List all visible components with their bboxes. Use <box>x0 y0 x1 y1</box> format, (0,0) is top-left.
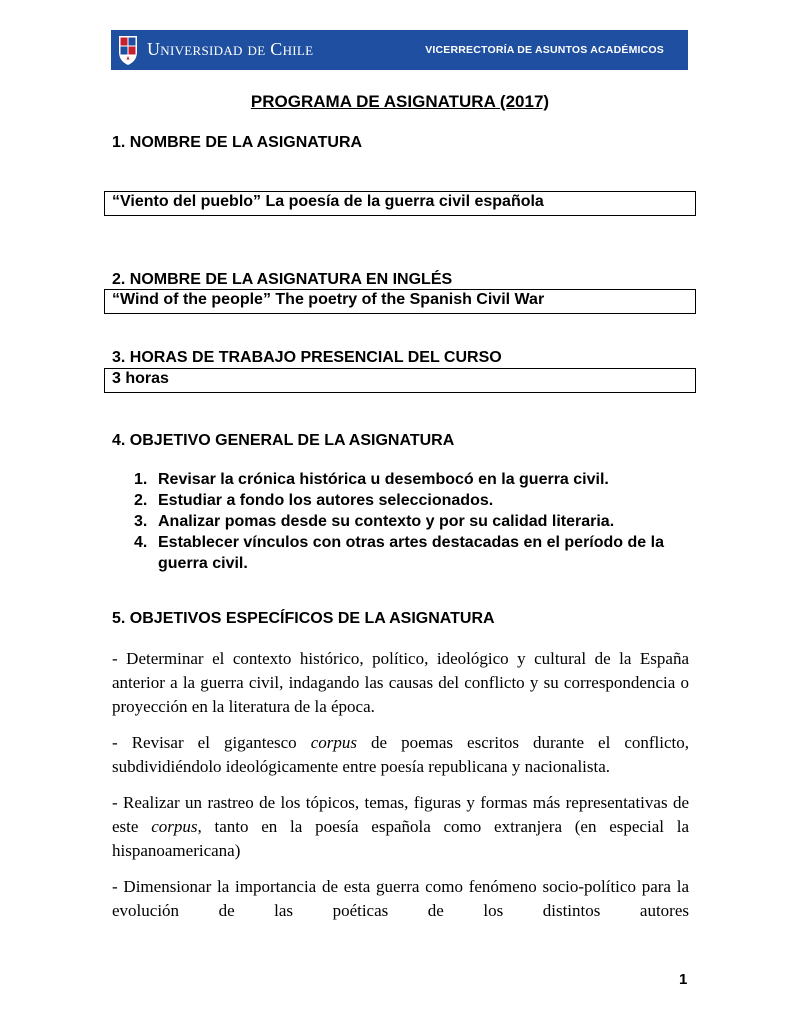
list-item-number: 4. <box>134 534 148 551</box>
list-item <box>134 511 694 532</box>
list-item-text: Analizar pomas desde su contexto y por su calidad literaria. <box>158 513 615 530</box>
list-item <box>134 532 694 574</box>
page-number: 1 <box>679 971 688 988</box>
list-item-number: 1. <box>134 471 148 488</box>
section1-heading: 1. NOMBRE DE LA ASIGNATURA <box>112 134 363 151</box>
list-item <box>134 490 694 511</box>
list-item-number: 3. <box>134 513 148 530</box>
list-item-number: 2. <box>134 492 148 509</box>
university-crest-icon <box>117 34 139 66</box>
specific-objective-3: - Realizar un rastreo de los tópicos, temas, figuras y formas más representativas de este corpus, tanto en la poesía española como extranjera (en especial la hispanoamericana) <box>112 793 689 860</box>
general-objectives-list <box>134 469 694 574</box>
specific-objective-4: - Dimensionar la importancia de esta guerra como fenómeno socio-político para la evolución de las poéticas de los distintos autores <box>112 877 689 920</box>
specific-objective-2: - Revisar el gigantesco corpus de poemas escritos durante el conflicto, subdividiéndolo ideológicamente entre poesía republicana y nacionalista. <box>112 733 690 776</box>
section2-heading: 2. NOMBRE DE LA ASIGNATURA EN INGLÉS <box>112 271 453 288</box>
section3-value-box: 3 horas <box>104 368 696 393</box>
university-name: Universidad de Chile <box>147 39 314 59</box>
header-banner <box>111 30 688 70</box>
specific-objective-1: - Determinar el contexto histórico, político, ideológico y cultural de la España anterior a la guerra civil, indagando las causas del conflicto y su correspondencia o proyección en la literatura de la época. <box>112 649 689 716</box>
page-title: PROGRAMA DE ASIGNATURA (2017) <box>250 92 550 111</box>
section4-heading: 4. OBJETIVO GENERAL DE LA ASIGNATURA <box>112 432 455 449</box>
list-item-text: Establecer vínculos con otras artes destacadas en el período de la guerra civil. <box>158 534 664 572</box>
vicerrectoria-label: VICERRECTORÍA DE ASUNTOS ACADÉMICOS <box>425 44 664 56</box>
section3-heading: 3. HORAS DE TRABAJO PRESENCIAL DEL CURSO <box>112 349 502 366</box>
section1-value-box: “Viento del pueblo” La poesía de la guerra civil española <box>104 191 696 216</box>
list-item-text: Estudiar a fondo los autores seleccionados. <box>158 492 494 509</box>
list-item-text: Revisar la crónica histórica u desembocó en la guerra civil. <box>158 471 609 488</box>
section5-heading: 5. OBJETIVOS ESPECÍFICOS DE LA ASIGNATURA <box>112 610 495 627</box>
list-item <box>134 469 694 490</box>
section2-value-box: “Wind of the people” The poetry of the Spanish Civil War <box>104 289 696 314</box>
